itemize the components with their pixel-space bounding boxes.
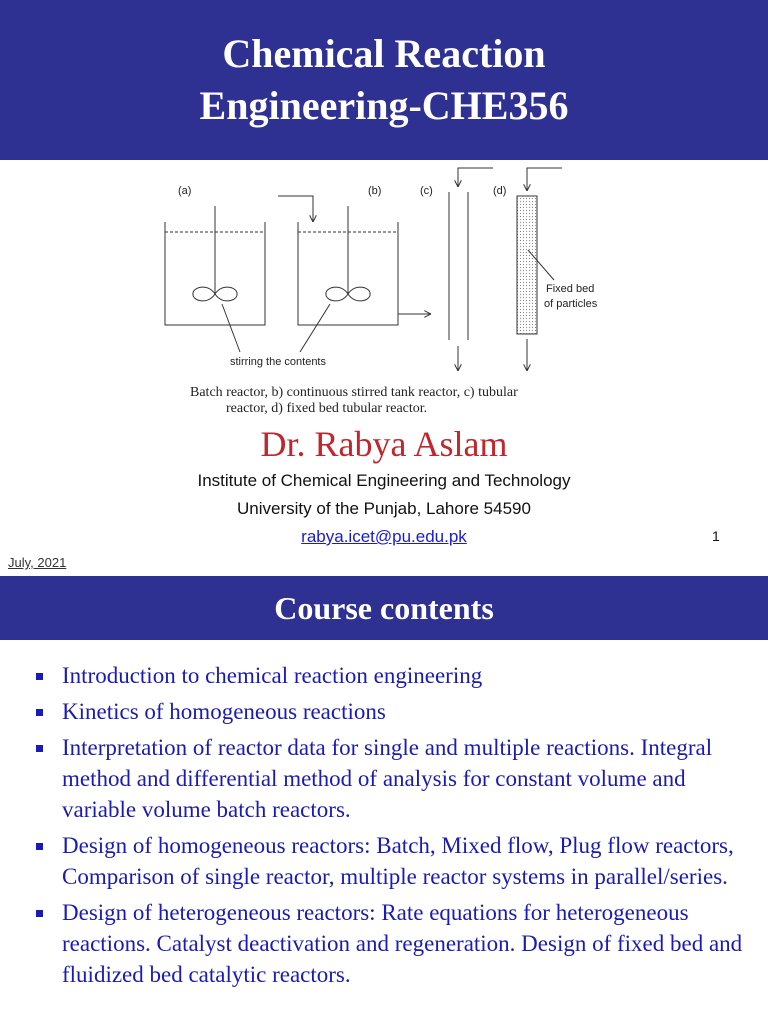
list-item-text: Design of homogeneous reactors: Batch, Mixed flow, Plug flow reactors, Comparison of single reactor, multiple reactor systems in parallel/series. [62, 833, 734, 889]
stirring-label: stirring the contents [230, 356, 326, 368]
course-contents-list [0, 660, 768, 995]
author-email-link[interactable]: rabya.icet@pu.edu.pk [301, 527, 467, 546]
figure-caption-line2: reactor, d) fixed bed tubular reactor. [226, 401, 428, 416]
bullet-icon [36, 910, 43, 917]
list-item [0, 660, 768, 691]
figure-caption [190, 385, 610, 417]
fixed-bed-label-line2: of particles [544, 298, 598, 310]
institute-name: Institute of Chemical Engineering and Technology [197, 471, 571, 490]
slide-date: July, 2021 [8, 555, 67, 570]
list-item [0, 897, 768, 990]
list-item-text: Design of heterogeneous reactors: Rate equations for heterogeneous reactions. Catalyst deactivation and regeneration. Design of fixed bed and fluidized bed catalytic reactors. [62, 900, 743, 987]
batch-reactor-diagram [165, 206, 265, 352]
fixed-bed-label-line1: Fixed bed [546, 283, 595, 295]
bullet-icon [36, 709, 43, 716]
list-item-text: Introduction to chemical reaction engineering [62, 663, 483, 688]
slide1-title-line2: Engineering-CHE356 [199, 83, 569, 128]
list-item-text: Interpretation of reactor data for single and multiple reactions. Integral method and differential method of analysis for constant volume and variable volume batch reactors. [62, 735, 713, 822]
slide1-title-banner [0, 0, 768, 160]
cstr-diagram [278, 196, 430, 352]
fixed-bed-reactor-diagram [517, 168, 562, 370]
bullet-icon [36, 673, 43, 680]
author-name: Dr. Rabya Aslam [260, 424, 508, 464]
list-item [0, 830, 768, 892]
list-item [0, 732, 768, 825]
tubular-reactor-diagram [449, 168, 493, 370]
slide-number: 1 [712, 528, 720, 544]
university-address: University of the Punjab, Lahore 54590 [237, 499, 531, 518]
slide2-title: Course contents [274, 589, 494, 626]
reactor-types-figure [150, 164, 620, 384]
figure-label-c: (c) [420, 185, 433, 197]
figure-label-b: (b) [368, 185, 382, 197]
figure-caption-line1: Batch reactor, b) continuous stirred tank reactor, c) tubular [190, 385, 518, 400]
figure-label-a: (a) [178, 185, 192, 197]
list-item [0, 696, 768, 727]
bullet-icon [36, 745, 43, 752]
list-item-text: Kinetics of homogeneous reactions [62, 699, 386, 724]
figure-label-d: (d) [493, 185, 507, 197]
slide2-title-banner [0, 576, 768, 640]
bullet-icon [36, 843, 43, 850]
slide1-title-line1: Chemical Reaction [222, 31, 546, 76]
